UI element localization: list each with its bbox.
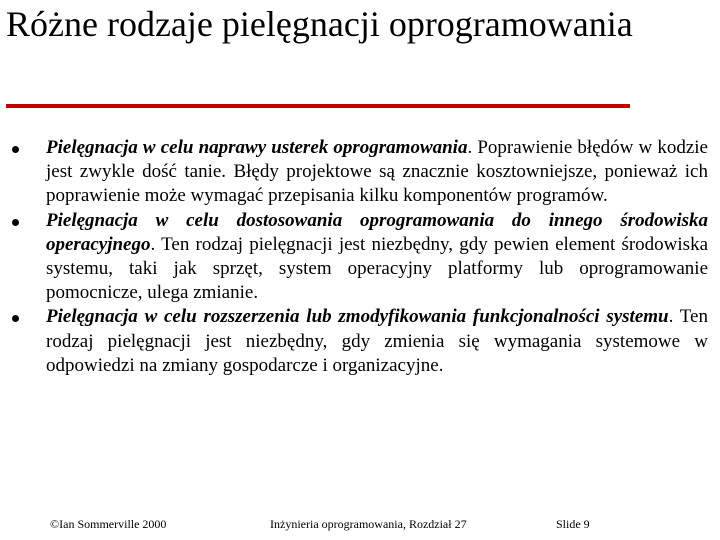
bullet-list [12,136,708,378]
bullet-dot-icon [12,146,19,153]
bullet-body: . Ten rodzaj pielęgnacji jest niezbędny, gdy pewien element środowiska systemu, taki jak sprzęt, system operacyjny platformy lub oprogramowanie pomocnicze, ulega zmianie. [46,233,708,304]
footer-copyright: ©Ian Sommerville 2000 [50,517,167,531]
bullet-text [46,305,708,378]
footer-slide-number: Slide 9 [556,517,590,531]
bullet-body: . Poprawienie błędów w kodzie jest zwykle dość tanie. Błędy projektowe są znacznie kosztowniejsze, ponieważ ich poprawienie może wymagać przepisania kilku komponentów programów. [46,137,708,207]
bullet-text [46,136,708,209]
footer-book-title: Inżynieria oprogramowania, Rozdział 27 [270,517,467,531]
bullet-text [46,209,708,306]
bullet-item-2 [12,209,708,306]
bullet-body: . Ten rodzaj pielęgnacji jest niezbędny, gdy zmienia się wymagania systemowe w odpowiedzi na zmiany gospodarcze i organizacyjne. [46,306,708,376]
bullet-dot-icon [12,219,19,226]
bullet-lead: Pielęgnacja w celu naprawy usterek oprogramowania [46,137,468,158]
bullet-lead: Pielęgnacja w celu dostosowania oprogramowania do innego środowiska operacyjnego [46,209,708,255]
bullet-item-3 [12,305,708,378]
bullet-lead: Pielęgnacja w celu rozszerzenia lub zmodyfikowania funkcjonalności systemu [46,306,669,328]
slide-title: Różne rodzaje pielęgnacji oprogramowania [6,4,633,44]
bullet-dot-icon [12,315,19,322]
bullet-item-1 [12,136,708,209]
title-underline [6,104,630,108]
